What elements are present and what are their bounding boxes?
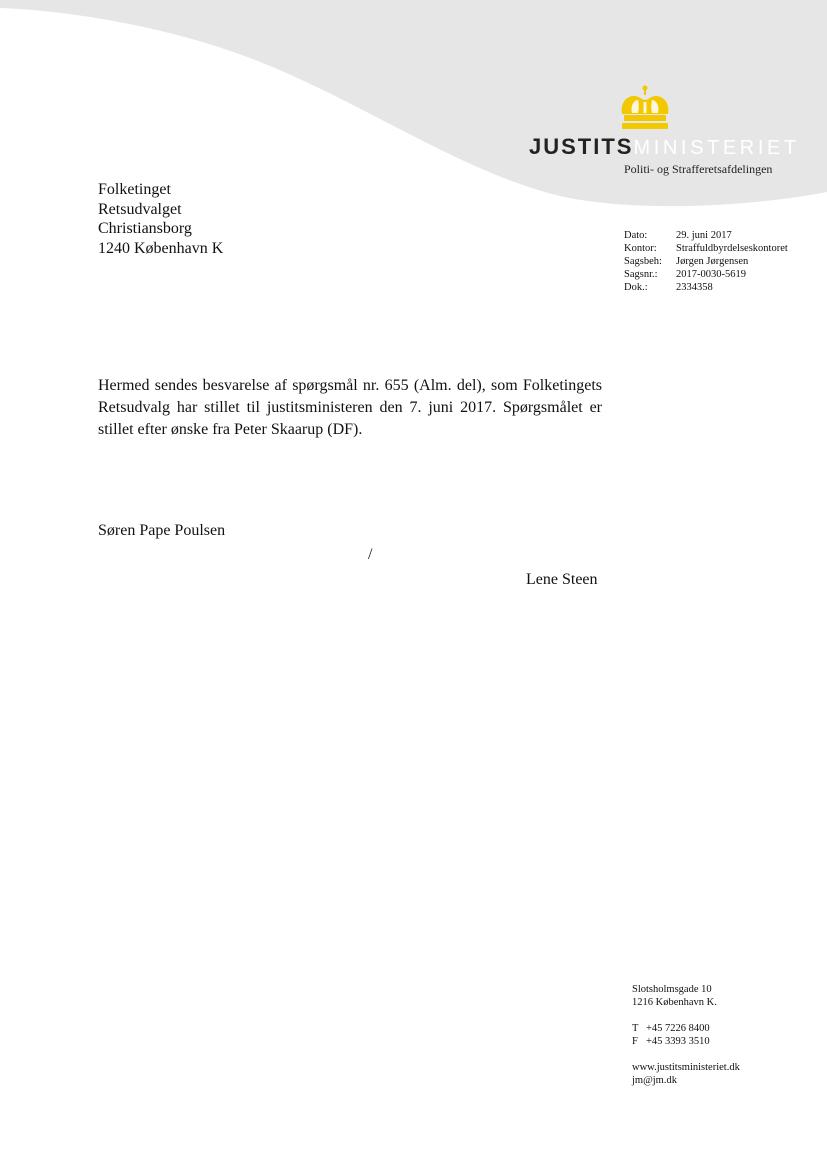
phone-number: +45 7226 8400 [646, 1023, 710, 1034]
meta-value: 2334358 [676, 282, 713, 293]
fax-label: F [632, 1036, 638, 1047]
meta-label: Dok.: [624, 282, 648, 293]
recipient-line: Christiansborg [98, 220, 192, 237]
recipient-address [98, 180, 223, 258]
signer-official: Lene Steen [526, 571, 598, 588]
meta-row-date [624, 229, 788, 242]
meta-row-document [624, 281, 788, 294]
footer-phone [632, 1022, 740, 1035]
ministry-logo [529, 136, 800, 158]
footer-email-link[interactable]: jm@jm.dk [632, 1075, 677, 1086]
meta-value: 29. juni 2017 [676, 230, 732, 241]
meta-value: Jørgen Jørgensen [676, 256, 749, 267]
footer-address-street: Slotsholmsgade 10 [632, 984, 712, 995]
meta-row-case-number [624, 268, 788, 281]
footer-fax [632, 1035, 740, 1048]
meta-row-handler [624, 255, 788, 268]
letter-body: Hermed sendes besvarelse af spørgsmål nr. 655 (Alm. del), som Folketingets Retsudvalg har stillet til justitsministeren den 7. juni 2017. Spørgsmålet er stillet efter ønske fra Peter Skaarup (DF). [98, 377, 602, 438]
meta-label: Sagsbeh: [624, 256, 662, 267]
logo-light-text: MINISTERIET [633, 137, 800, 159]
meta-label: Dato: [624, 230, 648, 241]
department-name: Politi- og Strafferetsafdelingen [624, 162, 773, 176]
recipient-line: Folketinget [98, 181, 171, 198]
footer-address-city: 1216 København K. [632, 997, 717, 1008]
meta-label: Sagsnr.: [624, 269, 658, 280]
meta-value: 2017-0030-5619 [676, 269, 746, 280]
signature-separator: / [368, 546, 373, 563]
footer-website-link[interactable]: www.justitsministeriet.dk [632, 1062, 740, 1073]
fax-number: +45 3393 3510 [646, 1036, 710, 1047]
recipient-line: 1240 København K [98, 239, 224, 257]
case-metadata [624, 229, 788, 294]
meta-value: Straffuldbyrdelseskontoret [676, 243, 788, 254]
phone-label: T [632, 1023, 639, 1034]
meta-label: Kontor: [624, 243, 657, 254]
crown-icon [618, 84, 672, 130]
logo-bold-text: JUSTITS [529, 134, 634, 159]
recipient-line: Retsudvalget [98, 200, 182, 218]
meta-row-office [624, 242, 788, 255]
signer-minister: Søren Pape Poulsen [98, 522, 226, 539]
footer-contact [632, 983, 740, 1087]
